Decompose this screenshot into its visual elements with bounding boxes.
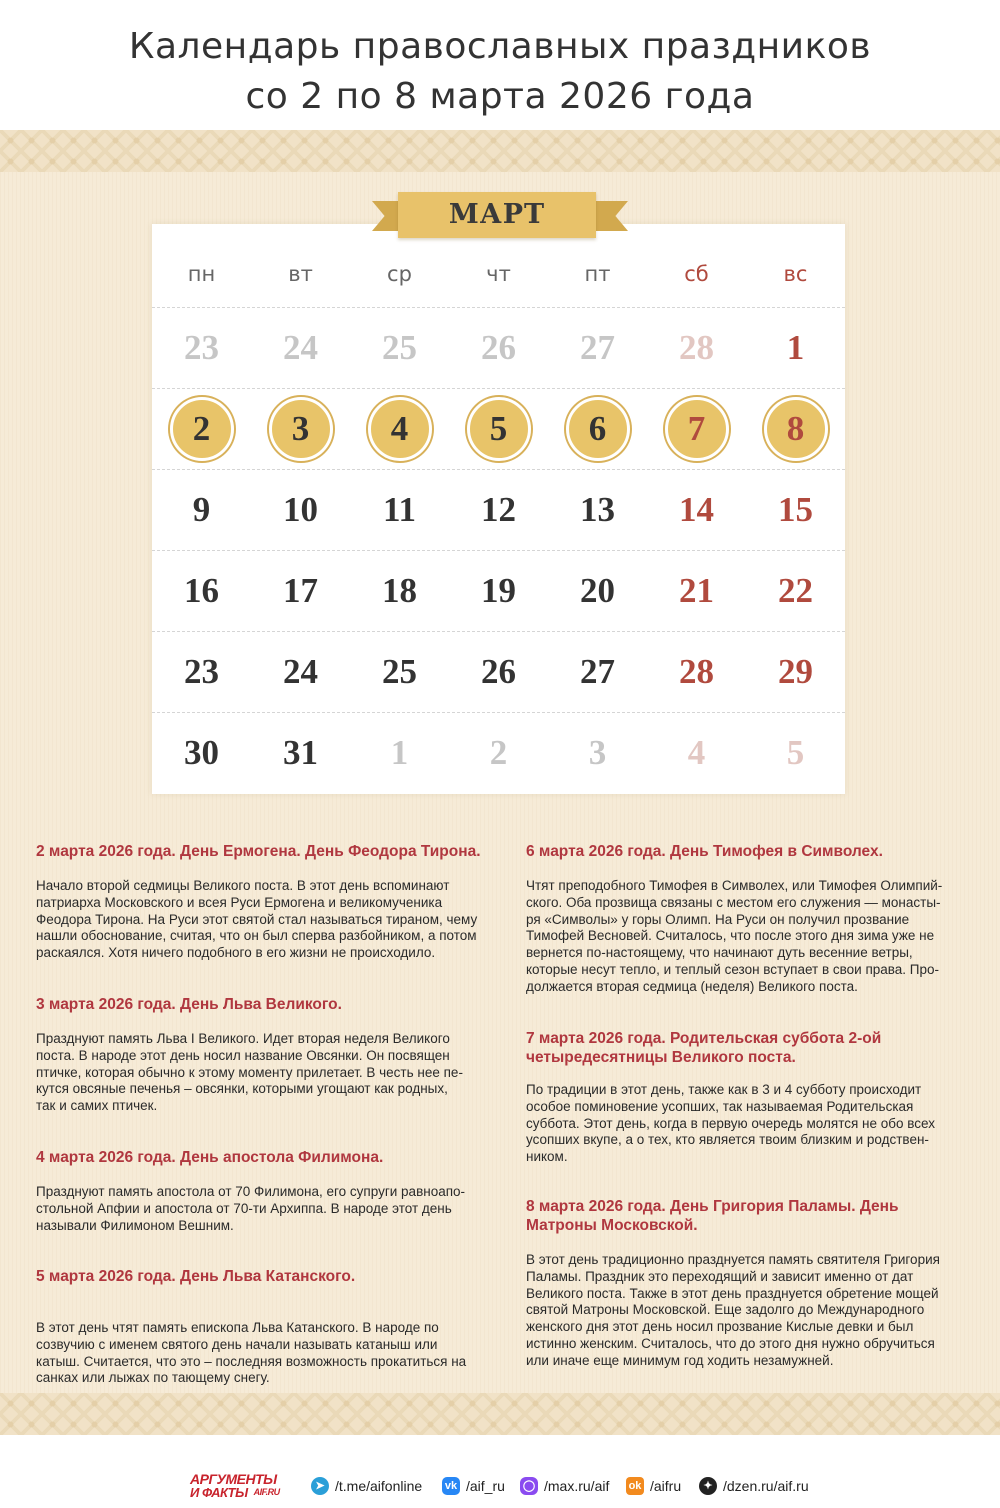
page-title (0, 22, 1000, 122)
row-divider (152, 388, 845, 389)
adjacent-month-day: 25 (382, 328, 417, 367)
event-title-mar-4: 4 марта 2026 года. День апостола Филимона. (36, 1149, 384, 1166)
title-line-1: Календарь православных праздников (128, 26, 872, 67)
ornament-border-bottom (0, 1393, 1000, 1435)
calendar-day: 25 (382, 652, 417, 691)
vk-icon: vk (442, 1477, 460, 1495)
event-text-mar-4: Празднуют память апостола от 70 Филимона, его супруги равноапо- стольной Апфии и апостола от 70-ти Архиппа. В народе этот день называли Филимоном Вешним. (36, 1184, 466, 1233)
calendar-day: 28 (679, 652, 714, 691)
highlighted-day: 2 (192, 409, 211, 448)
month-ribbon: МАРТ (398, 192, 596, 238)
weekday-header: сб (684, 262, 709, 286)
row-divider (152, 631, 845, 632)
odnoklassniki-icon: ok (626, 1477, 644, 1495)
adjacent-month-day: 26 (481, 328, 516, 367)
calendar-day: 26 (481, 652, 516, 691)
calendar-day: 24 (283, 652, 318, 691)
highlighted-day: 8 (786, 409, 805, 448)
adjacent-month-day: 4 (687, 733, 706, 772)
footer-link-vk[interactable]: vk /aif_ru (442, 1476, 505, 1496)
adjacent-month-day: 28 (679, 328, 714, 367)
calendar-day: 9 (192, 490, 211, 529)
ornament-border-top (0, 130, 1000, 172)
weekday-header: пн (187, 262, 216, 286)
event-text-mar-2: Начало второй седмицы Великого поста. В этот день вспоминают патриарха Московского и всея Руси Ермогена и великомученика Феодора Тирона. На Руси этот святой стал называться тираном, чему нашли обоснование, считая, что он был сперва разбойником, а потом раскаялся. Хотя ничего подобного в его жизни не происходило. (36, 878, 478, 961)
calendar-day: 11 (382, 490, 417, 529)
calendar-day: 19 (481, 571, 516, 610)
event-title-mar-7: 7 марта 2026 года. Родительская суббота 2-ой четыредесятницы Великого поста. (526, 1030, 882, 1066)
event-text-mar-7: По традиции в этот день, также как в 3 и 4 субботу происходит особое поминовение усопших, так называемая Родительская суббота. Этот день, когда в первую очередь молятся не обо всех усопших вкупе, а о тех, кто является твоим близким и родствен- ником. (526, 1082, 935, 1165)
weekday-header: чт (486, 262, 511, 286)
event-title-mar-5: 5 марта 2026 года. День Льва Катанского. (36, 1268, 356, 1285)
adjacent-month-day: 2 (489, 733, 508, 772)
aif-logo[interactable]: АРГУМЕНТЫ И ФАКТЫ AIF.RU (190, 1471, 280, 1500)
adjacent-month-day: 1 (390, 733, 409, 772)
footer-link-telegram[interactable]: ➤ /t.me/aifonline (311, 1476, 422, 1496)
calendar-day: 18 (382, 571, 417, 610)
event-title-mar-6: 6 марта 2026 года. День Тимофея в Символех. (526, 843, 883, 860)
highlighted-day: 5 (489, 409, 508, 448)
event-title-mar-2: 2 марта 2026 года. День Ермогена. День Феодора Тирона. (36, 843, 481, 860)
calendar-day: 20 (580, 571, 615, 610)
row-divider (152, 550, 845, 551)
row-divider (152, 712, 845, 713)
row-divider (152, 469, 845, 470)
calendar-day: 23 (184, 652, 219, 691)
event-title-mar-8: 8 марта 2026 года. День Григория Паламы. День Матроны Московской. (526, 1198, 899, 1234)
adjacent-month-day: 3 (588, 733, 607, 772)
weekday-header: пт (584, 262, 611, 286)
telegram-icon: ➤ (311, 1477, 329, 1495)
highlighted-day: 4 (390, 409, 409, 448)
calendar-day: 29 (778, 652, 813, 691)
calendar-day: 21 (679, 571, 714, 610)
highlighted-day: 6 (588, 409, 607, 448)
calendar-day: 10 (283, 490, 318, 529)
calendar-day: 1 (786, 328, 805, 367)
max-icon: ◯ (520, 1477, 538, 1495)
footer-link-odnoklassniki[interactable]: ok /aifru (626, 1476, 681, 1496)
weekday-header: вт (288, 262, 313, 286)
calendar-day: 12 (481, 490, 516, 529)
event-text-mar-3: Празднуют память Льва I Великого. Идет вторая неделя Великого поста. В народе этот день носил название Овсянки. Он посвящен птичке, которая обычно к этому моменту прилетает. В честь нее пе- кутся овсяные печенья – овсянки, которыми угощают как родных, так и самих птичек. (36, 1031, 463, 1114)
event-text-mar-5: В этот день чтят память епископа Льва Катанского. В народе по созвучию с именем святого день начали называть катаныш или катыш. Считается, что это – последняя возможность прокатиться на санках или лыжах по тающему снегу. (36, 1320, 467, 1386)
calendar-day: 22 (778, 571, 813, 610)
dzen-icon: ✦ (699, 1477, 717, 1495)
adjacent-month-day: 27 (580, 328, 615, 367)
adjacent-month-day: 5 (786, 733, 805, 772)
title-line-2: со 2 по 8 марта 2026 года (245, 76, 755, 117)
highlighted-day: 7 (687, 409, 706, 448)
calendar-day: 17 (283, 571, 318, 610)
footer-link-dzen[interactable]: ✦ /dzen.ru/aif.ru (699, 1476, 809, 1496)
highlighted-day: 3 (291, 409, 310, 448)
calendar-day: 16 (184, 571, 219, 610)
calendar-day: 31 (283, 733, 318, 772)
event-text-mar-6: Чтят преподобного Тимофея в Символех, или Тимофея Олимпий- ского. Оба прозвища связаны с местом его служения — монасты- ря «Символы» у горы Олимп. На Руси он получил прозвание Тимофей Весновей. Считалось, что после этого дня зима уже не вернется по-настоящему, что начинают дуть весенние ветры, которые несут тепло, и теплый сезон вступает в свои права. Про- должается вторая седмица (неделя) Великого поста. (526, 878, 943, 994)
weekday-header: ср (387, 262, 412, 286)
calendar-day: 13 (580, 490, 615, 529)
row-divider (152, 307, 845, 308)
footer-link-max[interactable]: ◯ /max.ru/aif (520, 1476, 609, 1496)
adjacent-month-day: 24 (283, 328, 318, 367)
event-text-mar-8: В этот день традиционно празднуется память святителя Григория Паламы. Праздник это переходящий и зависит именно от дат Великого поста. Также в этот день празднуется обретение мощей святой Матроны Московской. Еще задолго до Международного женского дня этот день носил прозвание Кислые девки и был истинно женским. Считалось, что до этого дня нужно обручиться или иначе еще минимум год ходить незамужней. (526, 1252, 940, 1368)
calendar-day: 14 (679, 490, 714, 529)
calendar-day: 27 (580, 652, 615, 691)
calendar-day: 15 (778, 490, 813, 529)
calendar-day: 30 (184, 733, 219, 772)
event-title-mar-3: 3 марта 2026 года. День Льва Великого. (36, 996, 342, 1013)
weekday-header: вс (783, 262, 808, 286)
adjacent-month-day: 23 (184, 328, 219, 367)
